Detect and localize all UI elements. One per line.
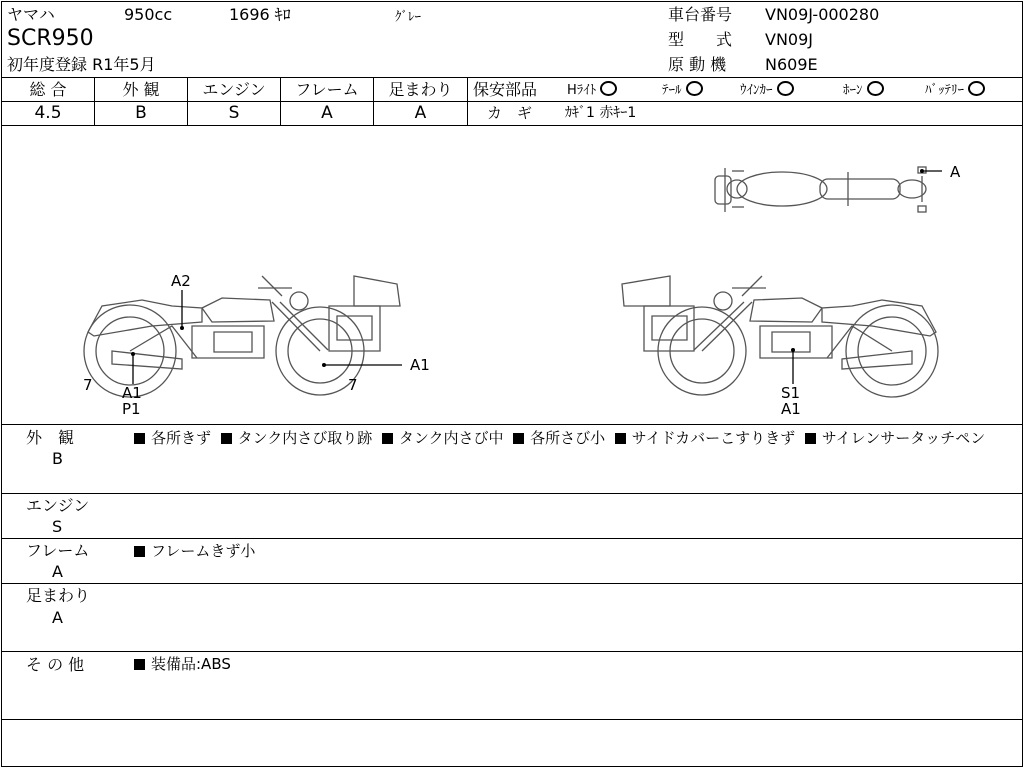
bullet-square-icon: [513, 433, 524, 444]
notes-suspension-grade: A: [52, 608, 63, 627]
notes-frame-grade: A: [52, 562, 63, 581]
ok-circle-icon: [686, 81, 703, 96]
notes-exterior-items: 各所きず タンク内さび取り跡 タンク内さび中 各所さび小 サイドカバーこすりきず サイレンサータッチペン: [134, 427, 1014, 449]
notes-frame-label: フレーム: [26, 541, 90, 560]
diagram-label: A1: [122, 384, 142, 402]
model-name: SCR950: [7, 26, 94, 51]
ok-circle-icon: [777, 81, 794, 96]
divider: [2, 493, 1022, 494]
bullet-square-icon: [382, 433, 393, 444]
bullet-square-icon: [615, 433, 626, 444]
exterior-grade: B: [135, 103, 147, 123]
diagram-label: P1: [122, 400, 141, 418]
frame-grade: A: [321, 103, 333, 123]
notes-other-label: そ の 他: [26, 655, 85, 674]
divider: [2, 101, 467, 102]
bike-top-view: [715, 167, 926, 212]
maker: ヤマハ: [7, 5, 55, 24]
damage-diagram: [2, 126, 1022, 424]
diagram-label: A: [950, 163, 961, 181]
divider: [2, 583, 1022, 584]
exterior-label: 外 観: [122, 80, 160, 99]
diagram-label: S1: [781, 384, 801, 402]
engine-no-label: 原 動 機: [668, 55, 727, 74]
bike-right-view: [622, 276, 938, 397]
mileage: 1696 ｷﾛ: [229, 5, 291, 24]
frame-no: VN09J-000280: [765, 5, 880, 24]
frame-label: フレーム: [295, 80, 359, 99]
suspension-grade: A: [414, 103, 427, 123]
color: ｸﾞﾚｰ: [395, 10, 421, 25]
overall-grade: 4.5: [34, 103, 62, 123]
displacement: 950cc: [124, 5, 173, 24]
bullet-square-icon: [134, 659, 145, 670]
diagram-label: 7: [83, 376, 93, 394]
divider: [2, 77, 1022, 78]
divider: [467, 101, 1022, 102]
ok-circle-icon: [968, 81, 985, 96]
bullet-square-icon: [134, 433, 145, 444]
ok-circle-icon: [867, 81, 884, 96]
divider: [467, 77, 468, 125]
suspension-label: 足まわり: [388, 80, 453, 99]
diagram-label: A1: [781, 400, 801, 418]
notes-suspension-label: 足まわり: [26, 586, 91, 605]
model-code: VN09J: [765, 30, 813, 49]
notes-engine-label: エンジン: [26, 496, 90, 515]
divider: [2, 538, 1022, 539]
notes-exterior-grade: B: [52, 449, 63, 468]
key-value: ｶｷﾞ1 赤ｷｰ1: [565, 105, 637, 121]
safety-horn: ﾎｰﾝ: [843, 81, 884, 100]
key-label: カ ギ: [487, 104, 533, 122]
notes-frame-items: フレームきず小: [134, 540, 255, 562]
overall-label: 総 合: [29, 80, 67, 99]
engine-no: N609E: [765, 55, 818, 74]
divider: [2, 719, 1022, 720]
notes-other-items: 装備品:ABS: [134, 653, 231, 675]
diagram-label: 7: [348, 376, 358, 394]
divider: [2, 424, 1022, 425]
divider: [2, 651, 1022, 652]
model-code-label: 型 式: [668, 30, 733, 49]
safety-tail: ﾃｰﾙ: [662, 81, 703, 100]
notes-engine-grade: S: [52, 517, 63, 536]
diagram-label: A2: [171, 272, 191, 290]
frame-no-label: 車台番号: [668, 5, 733, 24]
engine-label: エンジン: [202, 80, 266, 99]
diagram-label: A1: [410, 356, 430, 374]
bullet-square-icon: [134, 546, 145, 557]
safety-headlight: Hﾗｲﾄ: [567, 81, 617, 100]
safety-title: 保安部品: [473, 80, 538, 99]
ok-circle-icon: [600, 81, 617, 96]
bullet-square-icon: [221, 433, 232, 444]
engine-grade: S: [228, 103, 240, 123]
first-registration: 初年度登録 R1年5月: [7, 55, 156, 74]
safety-winker: ｳｲﾝｶｰ: [740, 81, 794, 100]
notes-exterior-label: 外 観: [26, 428, 75, 447]
safety-battery: ﾊﾞｯﾃﾘｰ: [925, 81, 985, 100]
bullet-square-icon: [805, 433, 816, 444]
